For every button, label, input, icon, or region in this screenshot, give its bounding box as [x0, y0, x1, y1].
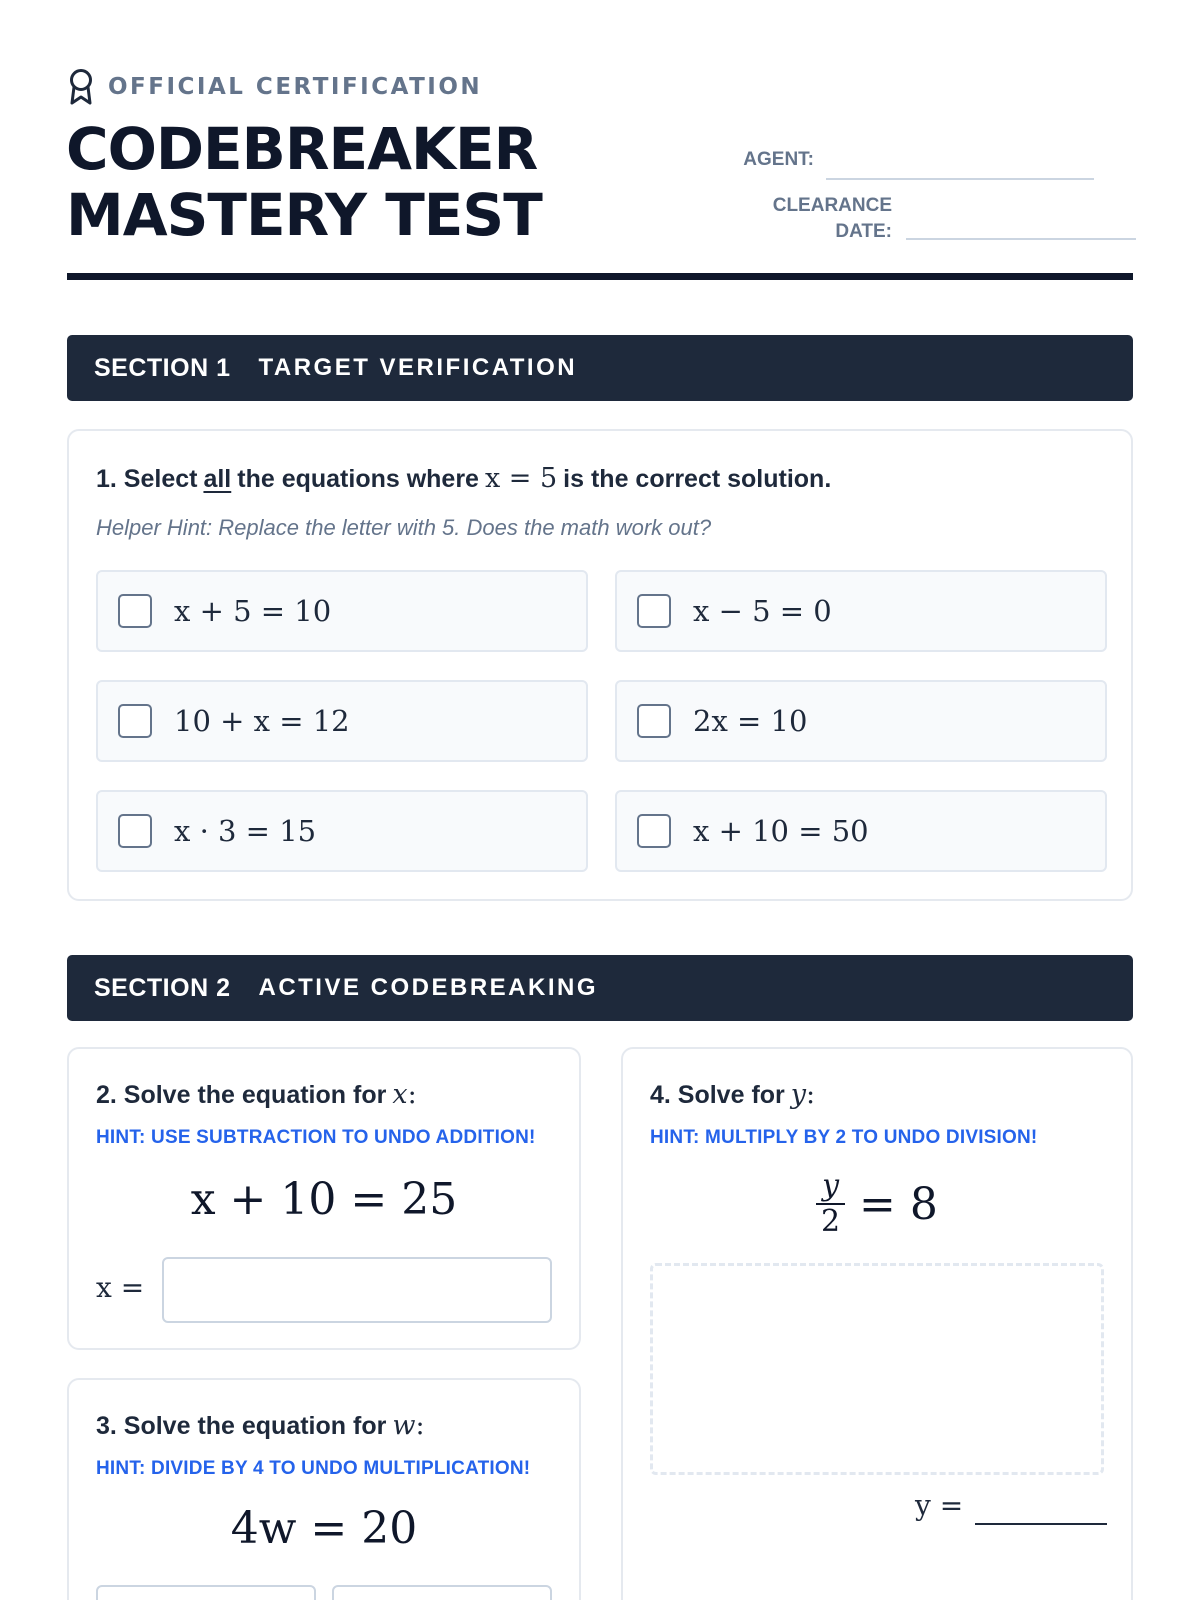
q1-prefix: 1. Select — [96, 465, 198, 493]
certification-eyebrow — [68, 68, 482, 106]
option-equation: x + 5 = 10 — [174, 594, 332, 628]
option-equation: x − 5 = 0 — [693, 594, 832, 628]
q4-work-area[interactable] — [650, 1263, 1104, 1475]
clearance-label-line-1: CLEARANCE — [772, 195, 892, 216]
clearance-label-line-2: DATE: — [835, 221, 892, 242]
q3-title-text: 3. Solve the equation for — [96, 1412, 387, 1440]
question-3-title: 3. Solve the equation for w: — [96, 1410, 425, 1441]
section-2-name: ACTIVE CODEBREAKING — [258, 974, 599, 1001]
q1-middle: the equations where — [237, 465, 479, 493]
agent-field[interactable] — [826, 154, 1094, 180]
title-line-2: MASTERY TEST — [66, 181, 542, 249]
title-line-1: CODEBREAKER — [66, 115, 538, 183]
q4-answer-line[interactable] — [975, 1489, 1107, 1525]
q4-variable: y — [790, 1079, 807, 1110]
checkbox[interactable] — [118, 594, 152, 628]
checkbox[interactable] — [637, 704, 671, 738]
option-3[interactable] — [96, 680, 588, 762]
section-1-header — [67, 335, 1133, 401]
option-equation: 2x = 10 — [693, 704, 808, 738]
q4-equation — [623, 1169, 1131, 1239]
question-1-card — [67, 429, 1133, 901]
q2-equation: x + 10 = 25 — [190, 1173, 458, 1225]
q3-work-box-left[interactable] — [96, 1585, 316, 1600]
q4-title-text: 4. Solve for — [650, 1081, 785, 1109]
option-equation: 10 + x = 12 — [174, 704, 350, 738]
header-divider — [67, 273, 1133, 280]
checkbox[interactable] — [118, 704, 152, 738]
q3-work-box-right[interactable] — [332, 1585, 552, 1600]
q4-hint: HINT: MULTIPLY BY 2 TO UNDO DIVISION! — [650, 1127, 1038, 1148]
question-4-title: 4. Solve for y: — [650, 1079, 816, 1110]
q1-suffix: is the correct solution. — [563, 465, 832, 493]
option-4[interactable] — [615, 680, 1107, 762]
q3-hint: HINT: DIVIDE BY 4 TO UNDO MULTIPLICATION! — [96, 1458, 531, 1479]
question-1-title — [96, 463, 831, 494]
q3-equation: 4w = 20 — [230, 1502, 418, 1554]
q1-emphasis: all — [203, 465, 232, 493]
agent-label: AGENT: — [743, 149, 814, 170]
question-2-title: 2. Solve the equation for x: — [96, 1079, 417, 1110]
q4-rhs: = 8 — [859, 1178, 938, 1230]
ribbon-badge-icon — [68, 68, 94, 106]
eyebrow-label: OFFICIAL CERTIFICATION — [108, 74, 483, 100]
checkbox[interactable] — [637, 594, 671, 628]
q2-answer-label: x = — [96, 1271, 145, 1304]
section-1-name: TARGET VERIFICATION — [258, 354, 578, 381]
q4-answer-label: y = — [915, 1489, 964, 1522]
option-6[interactable] — [615, 790, 1107, 872]
q4-numerator: y — [816, 1169, 845, 1205]
q1-hint: Helper Hint: Replace the letter with 5. Does the math work out? — [96, 515, 712, 540]
q4-denominator: 2 — [821, 1204, 841, 1239]
q4-fraction — [816, 1169, 845, 1239]
q2-hint: HINT: USE SUBTRACTION TO UNDO ADDITION! — [96, 1127, 536, 1148]
question-2-card — [67, 1047, 581, 1350]
option-2[interactable] — [615, 570, 1107, 652]
q2-title-text: 2. Solve the equation for — [96, 1081, 387, 1109]
option-equation: x · 3 = 15 — [174, 814, 317, 848]
q2-variable: x — [392, 1079, 408, 1110]
clearance-date-field[interactable] — [906, 214, 1136, 240]
checkbox[interactable] — [637, 814, 671, 848]
question-4-card — [621, 1047, 1133, 1600]
q2-answer-input[interactable] — [162, 1257, 552, 1323]
q3-variable: w — [392, 1410, 416, 1441]
option-1[interactable] — [96, 570, 588, 652]
section-2-header — [67, 955, 1133, 1021]
page-title — [66, 116, 542, 248]
clearance-date-label — [720, 193, 892, 245]
question-3-card — [67, 1378, 581, 1600]
q1-condition: x = 5 — [484, 463, 558, 494]
section-1-number: SECTION 1 — [94, 353, 231, 382]
option-5[interactable] — [96, 790, 588, 872]
option-equation: x + 10 = 50 — [693, 814, 869, 848]
checkbox[interactable] — [118, 814, 152, 848]
section-2-number: SECTION 2 — [94, 973, 231, 1002]
